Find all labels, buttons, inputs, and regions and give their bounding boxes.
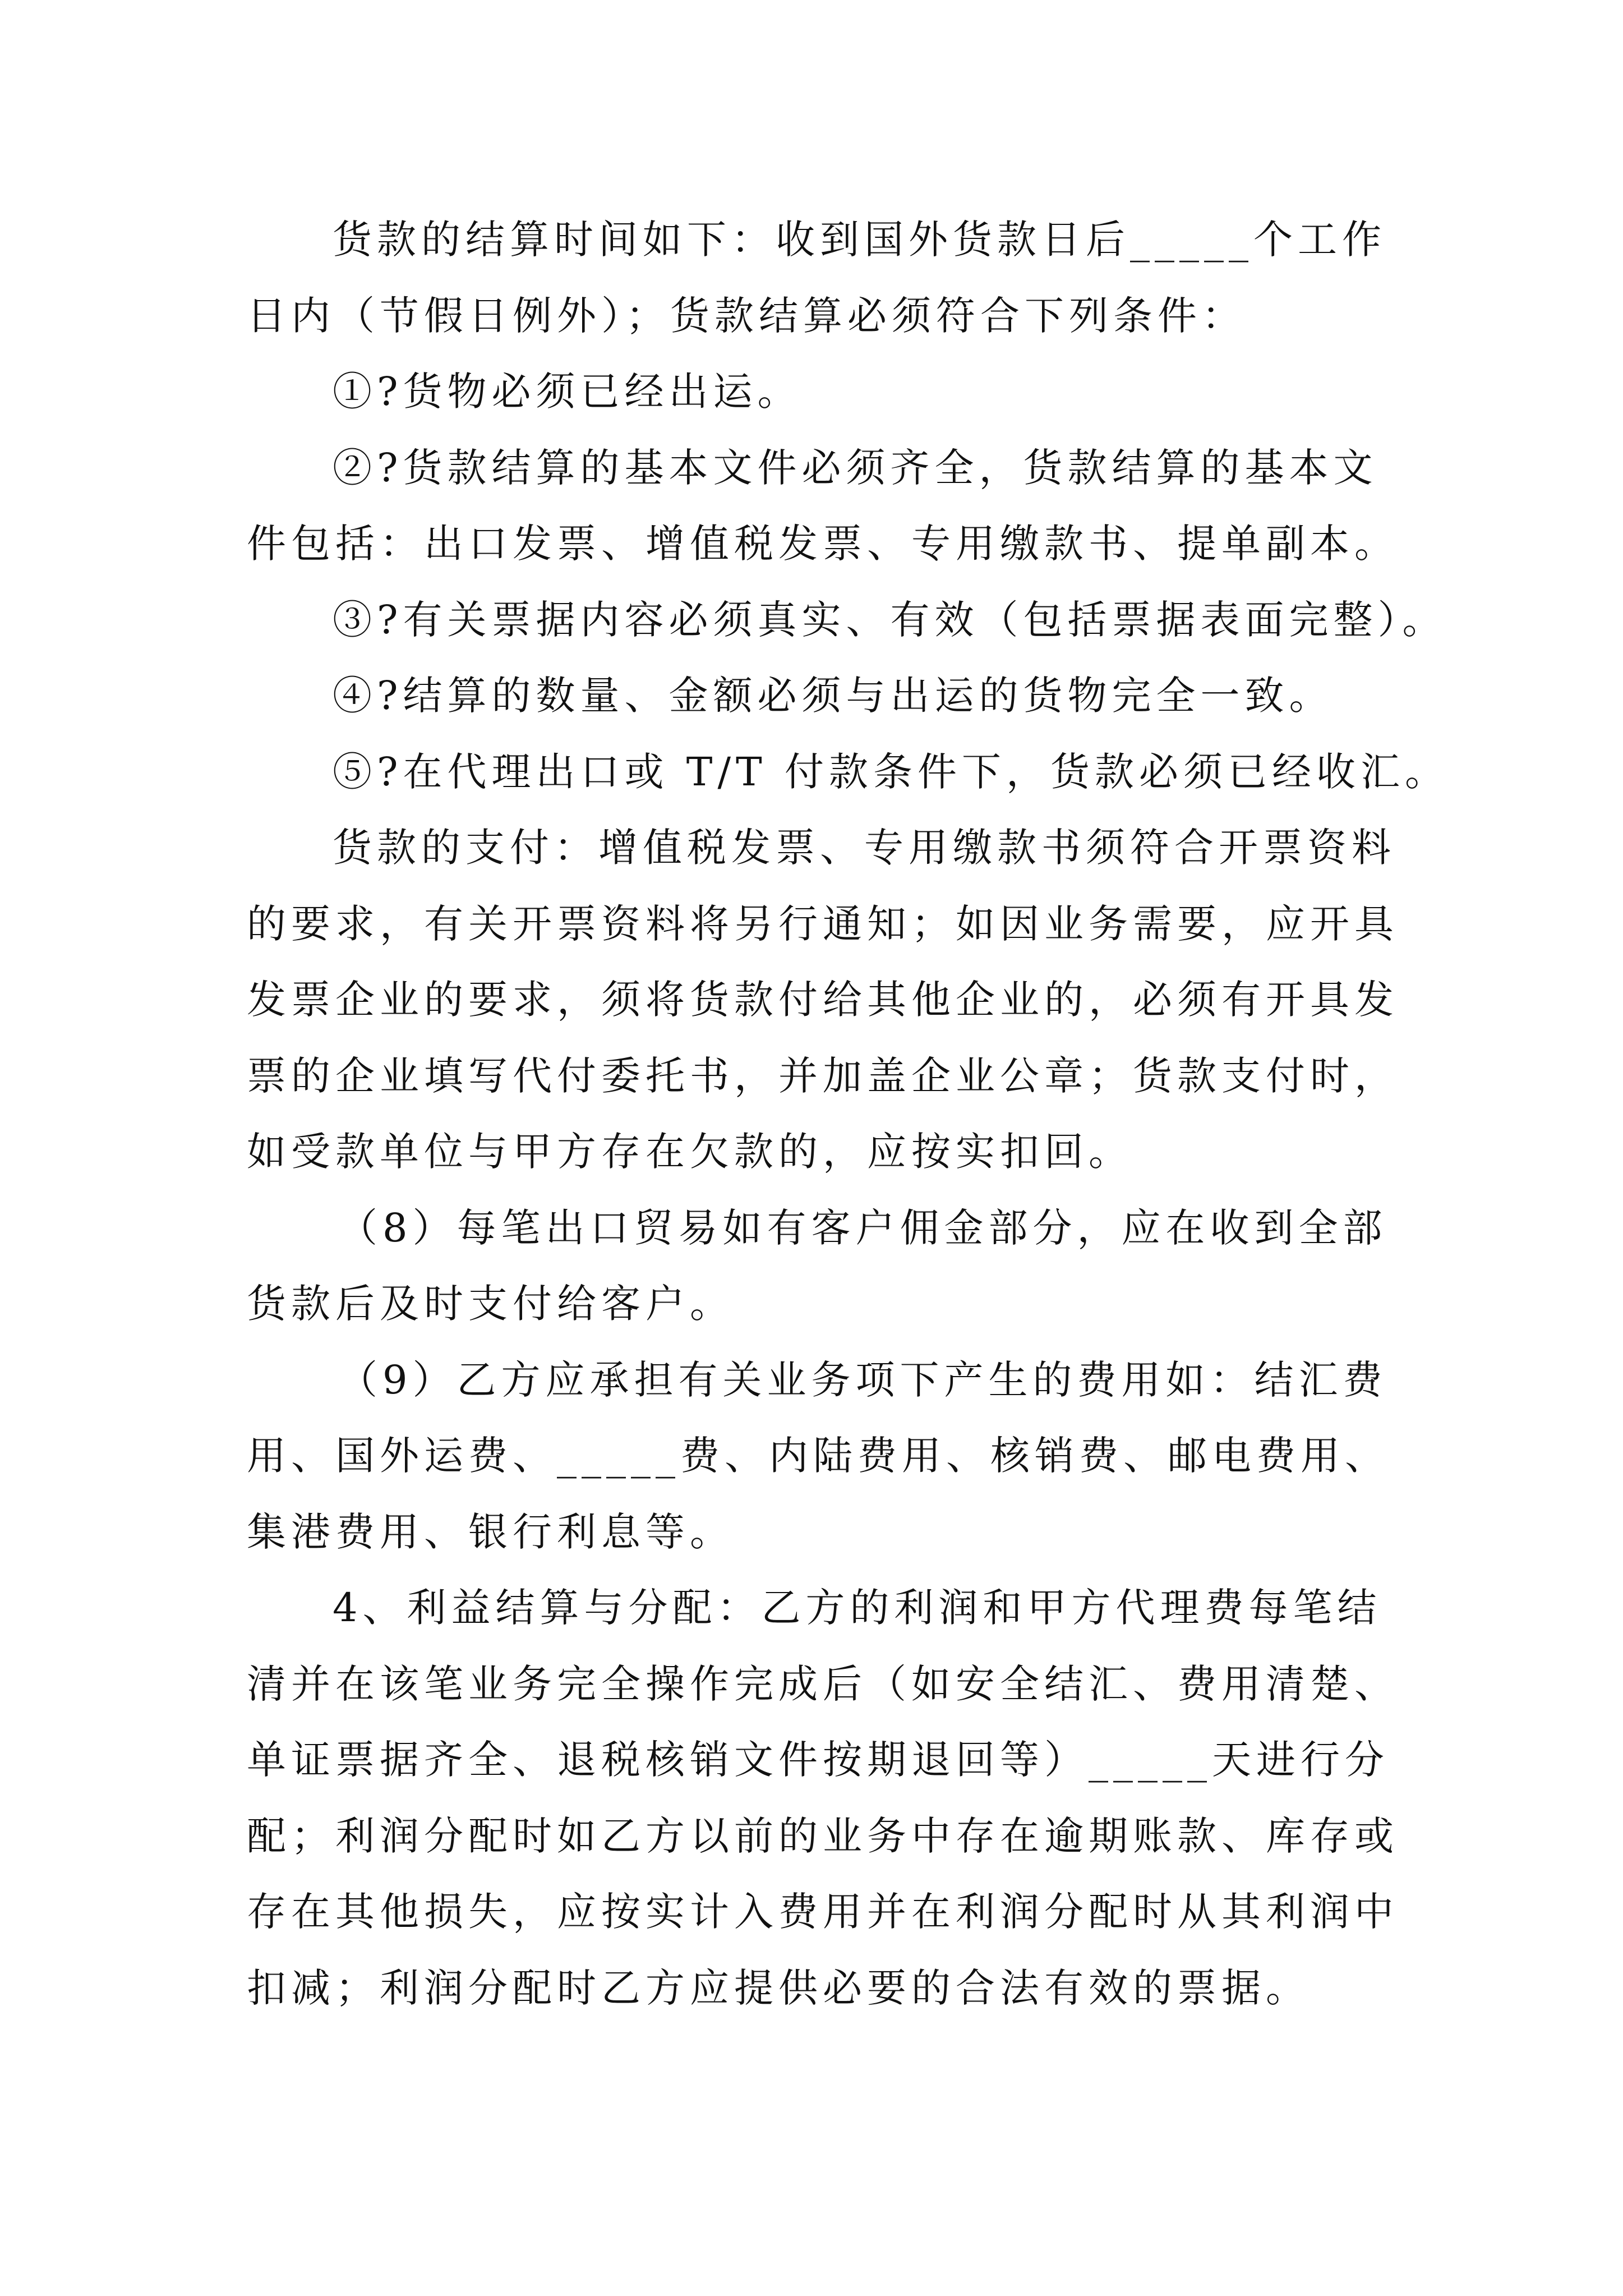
paragraph-line: 集港费用、银行利息等。 — [247, 1508, 734, 1555]
list-item: ①?货物必须已经出运。 — [333, 369, 802, 415]
paragraph-line: 清并在该笔业务完全操作完成后（如安全结汇、费用清楚、 — [247, 1660, 1399, 1707]
clause-line: 4、利益结算与分配：乙方的利润和甲方代理费每笔结 — [333, 1585, 1382, 1631]
paragraph-line: 货款后及时支付给客户。 — [247, 1281, 734, 1327]
list-item: ⑤?在代理出口或 T/T 付款条件下，货款必须已经收汇。 — [333, 748, 1449, 795]
list-item: ③?有关票据内容必须真实、有效（包括票据表面完整）。 — [333, 596, 1447, 643]
paragraph-line: 用、国外运费、_____费、内陆费用、核销费、邮电费用、 — [247, 1433, 1389, 1479]
paragraph-line: 货款的结算时间如下：收到国外货款日后_____个工作 — [333, 217, 1386, 263]
list-item: ④?结算的数量、金额必须与出运的货物完全一致。 — [333, 673, 1334, 719]
paragraph-line: 存在其他损失，应按实计入费用并在利润分配时从其利润中 — [247, 1889, 1399, 1935]
paragraph-line: 票的企业填写代付委托书，并加盖企业公章；货款支付时， — [247, 1052, 1399, 1099]
paragraph-line: 配；利润分配时如乙方以前的业务中存在逾期账款、库存或 — [247, 1812, 1399, 1859]
paragraph-line: 单证票据齐全、退税核销文件按期退回等）_____天进行分 — [247, 1737, 1389, 1783]
document-body — [247, 202, 1447, 2026]
clause-line: （9）乙方应承担有关业务项下产生的费用如：结汇费 — [338, 1356, 1387, 1403]
paragraph-line: 日内（节假日例外）；货款结算必须符合下列条件： — [247, 292, 1246, 339]
paragraph-line: 货款的支付：增值税发票、专用缴款书须符合开票资料 — [333, 825, 1396, 871]
paragraph-line: 件包括：出口发票、增值税发票、专用缴款书、提单副本。 — [247, 521, 1399, 567]
list-item: ②?货款结算的基本文件必须齐全，货款结算的基本文 — [333, 444, 1378, 491]
clause-line: （8）每笔出口贸易如有客户佣金部分，应在收到全部 — [338, 1204, 1387, 1251]
paragraph-line: 扣减；利润分配时乙方应提供必要的合法有效的票据。 — [247, 1964, 1310, 2011]
paragraph-line: 发票企业的要求，须将货款付给其他企业的，必须有开具发 — [247, 977, 1399, 1023]
paragraph-line: 如受款单位与甲方存在欠款的，应按实扣回。 — [247, 1129, 1133, 1175]
paragraph-line: 的要求，有关开票资料将另行通知；如因业务需要，应开具 — [247, 900, 1399, 947]
